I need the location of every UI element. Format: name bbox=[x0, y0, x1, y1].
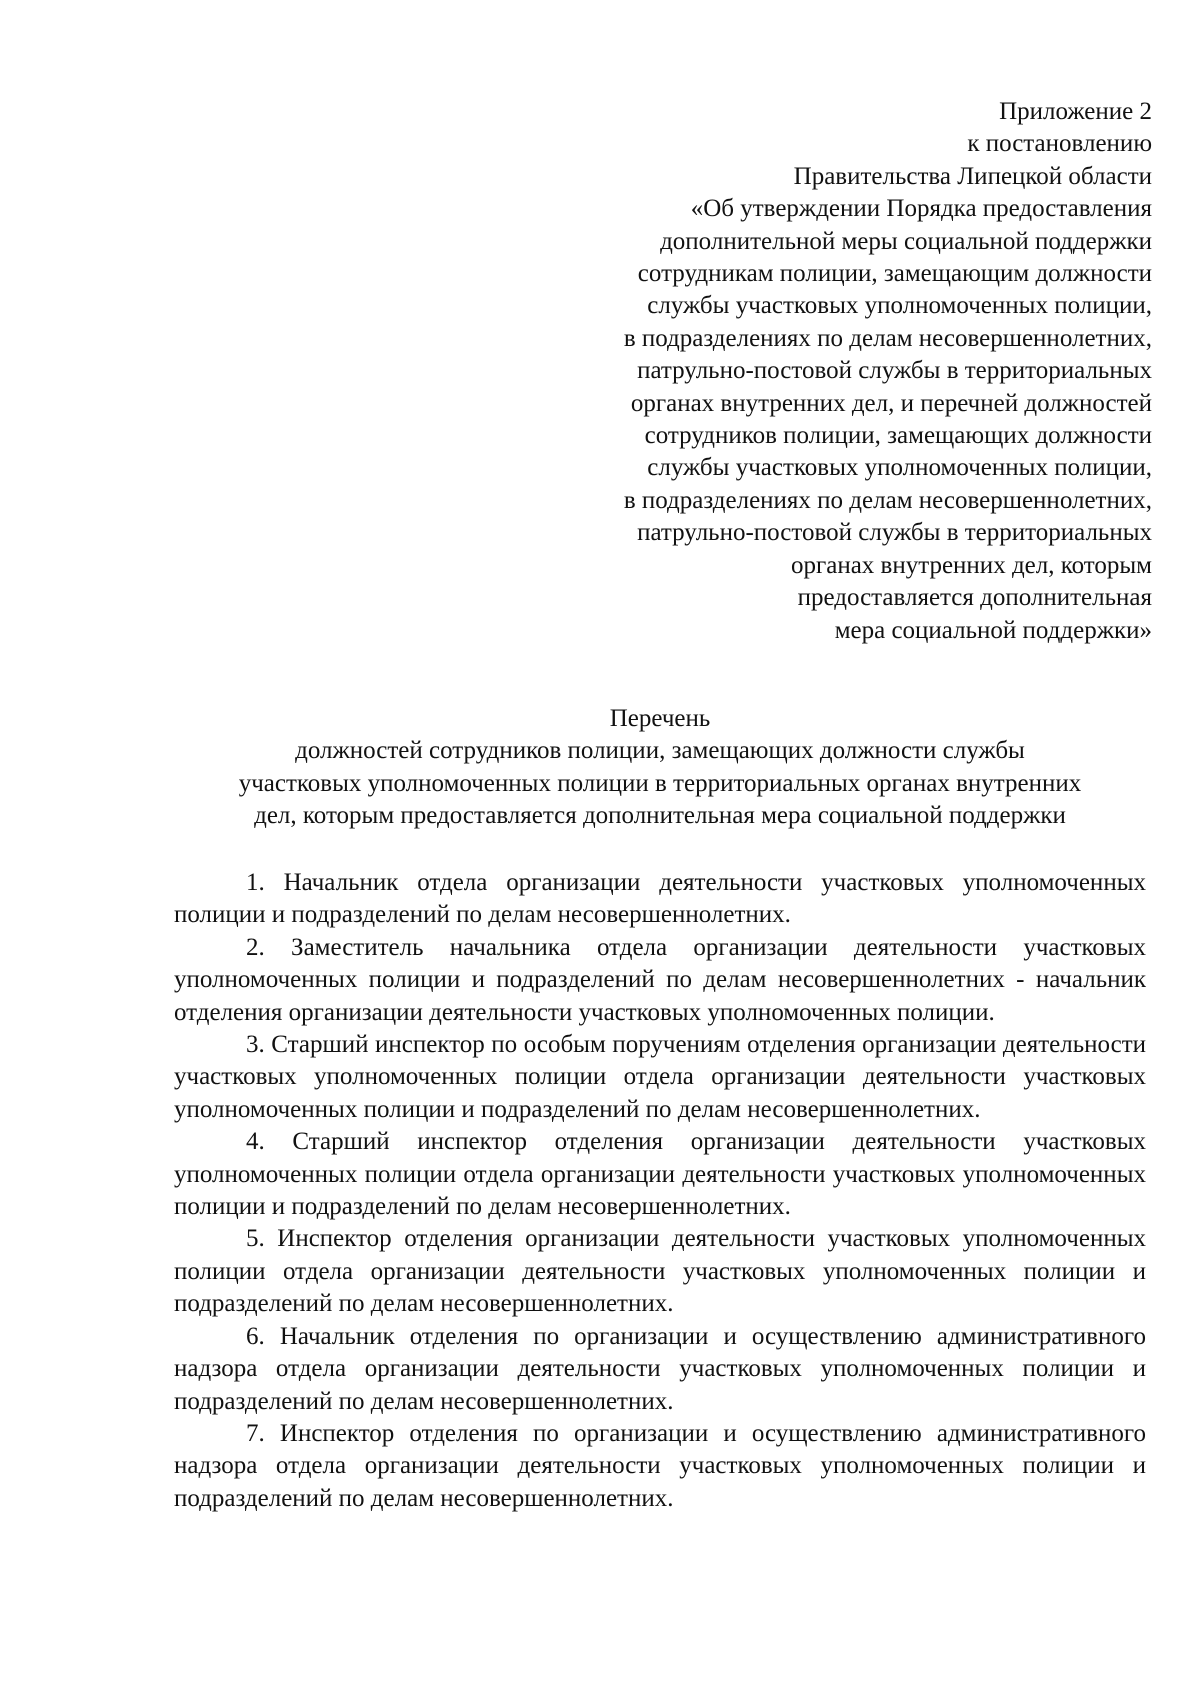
appendix-line: службы участковых уполномоченных полиции, bbox=[647, 454, 1152, 482]
appendix-line: Приложение 2 bbox=[999, 98, 1152, 125]
list-item bbox=[174, 1029, 1146, 1126]
appendix-line: в подразделениях по делам несовершеннолетних, bbox=[623, 324, 1152, 352]
appendix-line: службы участковых уполномоченных полиции, bbox=[647, 292, 1152, 320]
appendix-line: сотрудников полиции, замещающих должности bbox=[644, 422, 1152, 450]
list-item bbox=[174, 1321, 1146, 1418]
item-text: Инспектор отделения по организации и осуществлению административного надзора отдела организации деятельности участковых уполномоченных полиции и подразделений по делам несовершеннолетних. bbox=[174, 1419, 1146, 1512]
list-item bbox=[174, 932, 1146, 1029]
list-item bbox=[174, 1418, 1146, 1515]
item-number: 4. bbox=[246, 1128, 265, 1156]
item-text: Начальник отделения по организации и осуществлению административного надзора отдела организации деятельности участковых уполномоченных полиции и подразделений по делам несовершеннолетних. bbox=[174, 1322, 1147, 1415]
item-text: Инспектор отделения организации деятельности участковых уполномоченных полиции отдела организации деятельности участковых уполномоченных полиции и подразделений по делам несовершеннолетних. bbox=[174, 1225, 1146, 1318]
appendix-block bbox=[492, 96, 1152, 647]
positions-list bbox=[174, 867, 1146, 1515]
list-item bbox=[174, 1223, 1146, 1320]
appendix-line: органах внутренних дел, и перечней должностей bbox=[630, 389, 1152, 417]
list-subtitle-line: должностей сотрудников полиции, замещающих должности службы bbox=[295, 737, 1025, 765]
appendix-line: дополнительной меры социальной поддержки bbox=[660, 227, 1152, 255]
item-number: 6. bbox=[246, 1322, 265, 1350]
item-number: 7. bbox=[246, 1419, 265, 1447]
item-text: Начальник отдела организации деятельности участковых уполномоченных полиции и подразделений по делам несовершеннолетних. bbox=[174, 869, 1146, 929]
item-text: Старший инспектор отделения организации деятельности участковых уполномоченных полиции отдела организации деятельности участковых уполномоченных полиции и подразделений по делам несовершеннолетних. bbox=[174, 1128, 1146, 1221]
list-subtitle-line: участковых уполномоченных полиции в территориальных органах внутренних bbox=[238, 769, 1082, 797]
list-title: Перечень bbox=[609, 705, 711, 732]
item-number: 5. bbox=[246, 1225, 265, 1253]
item-number: 1. bbox=[246, 869, 265, 896]
list-item bbox=[174, 1126, 1146, 1223]
appendix-line: «Об утверждении Порядка предоставления bbox=[690, 195, 1152, 223]
appendix-line: сотрудникам полиции, замещающим должности bbox=[637, 260, 1152, 288]
list-item bbox=[174, 867, 1146, 932]
appendix-line: патрульно-постовой службы в территориальных bbox=[637, 519, 1152, 547]
appendix-line: к постановлению bbox=[967, 130, 1152, 158]
item-text: Заместитель начальника отдела организации деятельности участковых уполномоченных полиции и подразделений по делам несовершеннолетних - начальник отделения организации деятельности участковых уполномоченных полиции. bbox=[174, 933, 1146, 1026]
list-subtitle-line: дел, которым предоставляется дополнительная мера социальной поддержки bbox=[254, 802, 1066, 830]
item-number: 3. bbox=[246, 1031, 265, 1059]
appendix-line: в подразделениях по делам несовершеннолетних, bbox=[623, 486, 1152, 514]
item-text: Старший инспектор по особым поручениям отделения организации деятельности участковых уполномоченных полиции отдела организации деятельности участковых уполномоченных полиции и подразделений по делам несовершеннолетних. bbox=[174, 1031, 1146, 1123]
list-heading bbox=[170, 703, 1150, 833]
appendix-line: Правительства Липецкой области bbox=[793, 162, 1152, 190]
appendix-line: мера социальной поддержки» bbox=[834, 616, 1152, 644]
appendix-line: патрульно-постовой службы в территориальных bbox=[637, 357, 1152, 385]
item-number: 2. bbox=[246, 933, 265, 961]
appendix-line: органах внутренних дел, которым bbox=[790, 551, 1152, 579]
appendix-line: предоставляется дополнительная bbox=[797, 584, 1152, 612]
